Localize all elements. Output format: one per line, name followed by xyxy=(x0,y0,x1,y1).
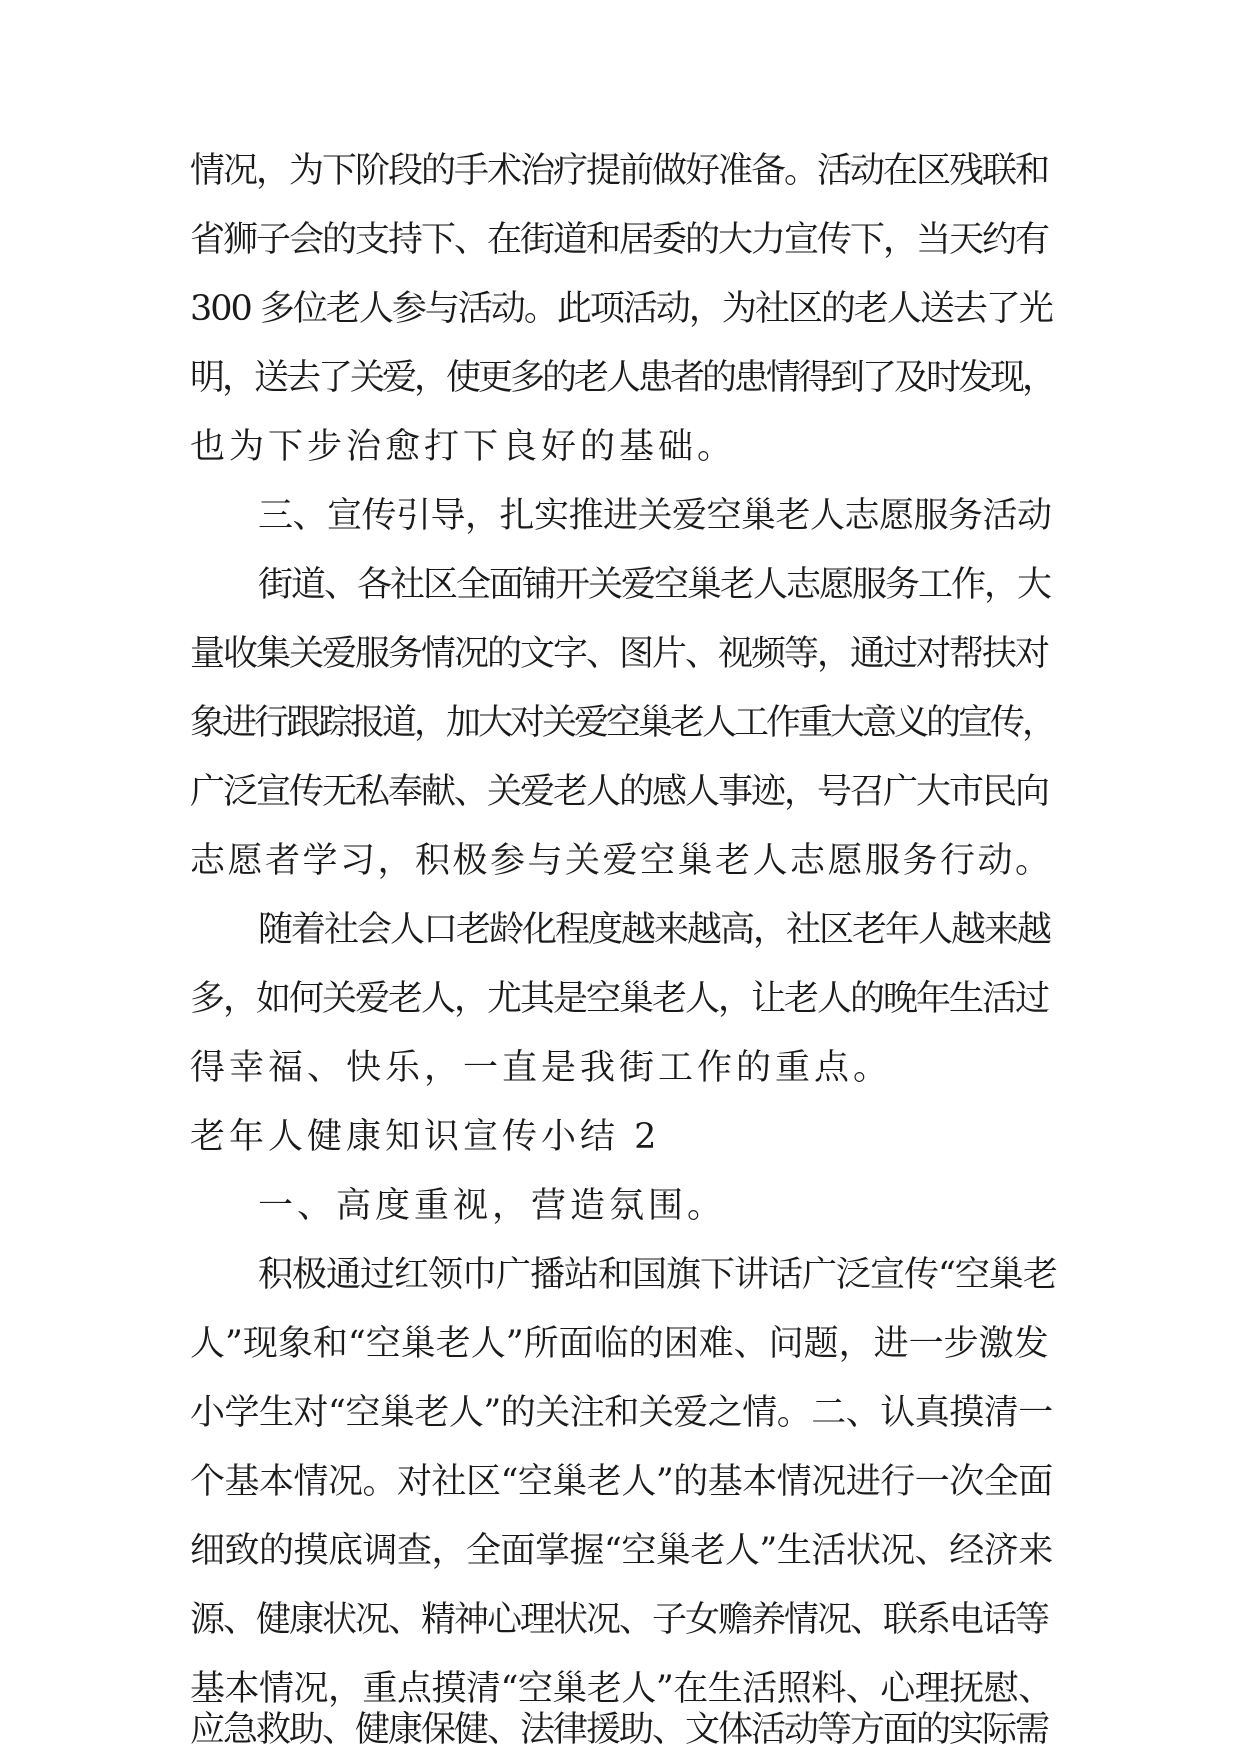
paragraph-line: 明，送去了关爱，使更多的老人患者的患情得到了及时发现， xyxy=(190,358,1055,398)
section-heading: 三、宣传引导，扎实推进关爱空巢老人志愿服务活动 xyxy=(258,496,1052,536)
paragraph-line: 应急救助、健康保健、法律援助、文体活动等方面的实际需 xyxy=(190,1710,1049,1750)
paragraph-line: 象进行跟踪报道，加大对关爱空巢老人工作重大意义的宣传， xyxy=(190,703,1055,743)
paragraph-line: 广泛宣传无私奉献、关爱老人的感人事迹，号召广大市民向 xyxy=(190,772,1049,812)
paragraph-line: 街道、各社区全面铺开关爱空巢老人志愿服务工作，大 xyxy=(258,565,1051,605)
paragraph-line: 也为下步治愈打下良好的基础。 xyxy=(190,427,737,467)
paragraph-line: 人”现象和“空巢老人”所面临的困难、问题，进一步激发 xyxy=(190,1324,1049,1364)
paragraph-line: 多，如何关爱老人，尤其是空巢老人，让老人的晚年生活过 xyxy=(190,979,1049,1019)
paragraph-line: 源、健康状况、精神心理状况、子女赡养情况、联系电话等 xyxy=(190,1600,1049,1640)
paragraph-line: 量收集关爱服务情况的文字、图片、视频等，通过对帮扶对 xyxy=(190,634,1049,674)
document-title: 老年人健康知识宣传小结 2 xyxy=(190,1117,661,1157)
paragraph-line: 随着社会人口老龄化程度越来越高，社区老年人越来越 xyxy=(258,910,1051,950)
section-heading: 一、高度重视，营造氛围。 xyxy=(258,1186,727,1226)
paragraph-line: 个基本情况。对社区“空巢老人”的基本情况进行一次全面 xyxy=(190,1462,1053,1502)
paragraph-line: 情况，为下阶段的手术治疗提前做好准备。活动在区残联和 xyxy=(190,151,1049,191)
paragraph-line: 志愿者学习，积极参与关爱空巢老人志愿服务行动。 xyxy=(190,841,1053,881)
paragraph-line: 积极通过红领巾广播站和国旗下讲话广泛宣传“空巢老 xyxy=(258,1255,1057,1295)
paragraph-line: 得幸福、快乐，一直是我街工作的重点。 xyxy=(190,1048,893,1088)
paragraph-line: 基本情况，重点摸清“空巢老人”在生活照料、心理抚慰、 xyxy=(190,1669,1053,1709)
paragraph-line: 300 多位老人参与活动。此项活动，为社区的老人送去了光 xyxy=(190,289,1052,329)
paragraph-line: 小学生对“空巢老人”的关注和关爱之情。二、认真摸清一 xyxy=(190,1393,1053,1433)
paragraph-line: 省狮子会的支持下、在街道和居委的大力宣传下，当天约有 xyxy=(190,220,1049,260)
paragraph-line: 细致的摸底调查，全面掌握“空巢老人”生活状况、经济来 xyxy=(190,1531,1053,1571)
